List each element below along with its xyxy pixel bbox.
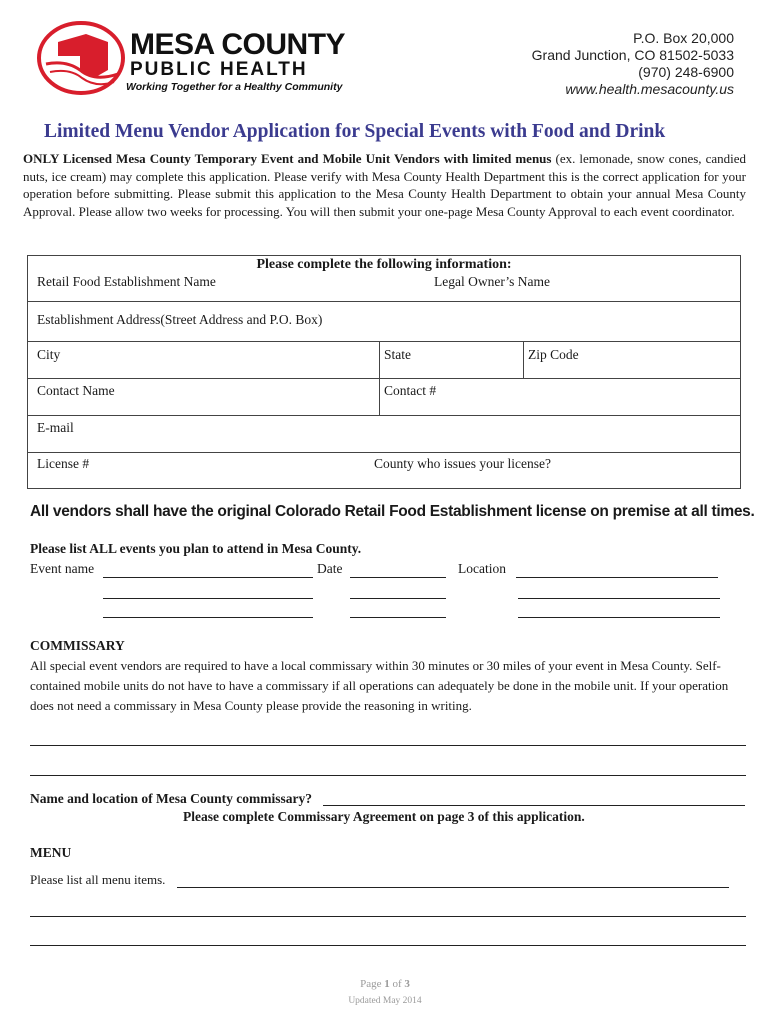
intro-paragraph (23, 150, 746, 220)
menu-items-input-1[interactable] (177, 887, 729, 888)
license-notice: All vendors shall have the original Colorado Retail Food Establishment license on premise at all times. (30, 503, 755, 520)
commissary-reason-input-1[interactable] (30, 745, 746, 746)
commissary-text: All special event vendors are required to have a local commissary within 30 minutes or 30 miles of your event in Mesa County. Self-contained mobile units do not have to have a commissary if all operations can adequately be done in the mobile unit. If your operation does not need a commissary in Mesa County please provide the reasoning in writing. (30, 658, 729, 713)
event-name-input-2[interactable] (103, 598, 313, 599)
event-name-input-1[interactable] (103, 577, 313, 578)
contact-name-field[interactable]: Contact Name (37, 383, 115, 398)
email-field[interactable]: E-mail (37, 420, 74, 435)
mesa-county-logo (36, 20, 126, 96)
phone-number: (970) 248-6900 (638, 64, 734, 80)
retail-name-field[interactable]: Retail Food Establishment Name (37, 274, 216, 289)
page-title: Limited Menu Vendor Application for Special Events with Food and Drink (44, 121, 666, 142)
county-license-field[interactable]: County who issues your license? (374, 456, 551, 471)
menu-list-label: Please list all menu items. (30, 872, 166, 887)
contact-number-field[interactable]: Contact # (384, 383, 437, 398)
event-location-label: Location (458, 561, 506, 576)
address-line2: Grand Junction, CO 81502-5033 (531, 47, 734, 63)
contact-block (532, 30, 734, 98)
intro-bold-lead: ONLY Licensed Mesa County Temporary Event and Mobile Unit Vendors with limited menus (23, 151, 552, 166)
vendor-info-table (27, 255, 741, 489)
org-name-line2: PUBLIC HEALTH (130, 59, 308, 80)
updated-date: Updated May 2014 (348, 996, 422, 1006)
page-number: Page 1 of 3 (360, 978, 410, 990)
event-location-input-2[interactable] (518, 598, 720, 599)
address-line1: P.O. Box 20,000 (633, 30, 734, 46)
event-date-input-3[interactable] (350, 617, 446, 618)
event-location-input-1[interactable] (516, 577, 718, 578)
commissary-name-input[interactable] (323, 805, 745, 806)
event-date-input-1[interactable] (350, 577, 446, 578)
commissary-name-label: Name and location of Mesa County commissary? (30, 791, 312, 806)
org-tagline: Working Together for a Healthy Community (126, 81, 343, 93)
event-date-label: Date (317, 561, 343, 576)
address-field[interactable]: Establishment Address(Street Address and P.O. Box) (37, 312, 323, 327)
org-name-line1: MESA COUNTY (130, 28, 346, 61)
menu-heading: MENU (30, 845, 72, 860)
event-date-input-2[interactable] (350, 598, 446, 599)
commissary-agreement-note: Please complete Commissary Agreement on page 3 of this application. (183, 809, 585, 824)
events-heading: Please list ALL events you plan to attend in Mesa County. (30, 541, 362, 556)
event-name-label: Event name (30, 561, 95, 576)
state-field[interactable]: State (384, 347, 411, 362)
menu-items-input-2[interactable] (30, 916, 746, 917)
event-name-input-3[interactable] (103, 617, 313, 618)
intro-text: (ex. lemonade, snow cones, candied nuts, ice cream) may complete this application. Please verify with Mesa County Health Department this is the correct application for your operation before submitting. Please submit this application to the Mesa County Health Department to obtain your annual Mesa County Approval. Please allow two weeks for processing. You will then submit your one-page Mesa County Approval to each event coordinator. (23, 151, 746, 219)
event-location-input-3[interactable] (518, 617, 720, 618)
info-table-heading: Please complete the following information: (256, 257, 512, 272)
website-link[interactable]: www.health.mesacounty.us (565, 81, 734, 97)
menu-items-input-3[interactable] (30, 945, 746, 946)
city-field[interactable]: City (37, 347, 61, 362)
license-field[interactable]: License # (37, 456, 90, 471)
commissary-reason-input-2[interactable] (30, 775, 746, 776)
owner-name-field[interactable]: Legal Owner’s Name (434, 274, 550, 289)
commissary-heading: COMMISSARY (30, 638, 125, 653)
zip-field[interactable]: Zip Code (528, 347, 579, 362)
